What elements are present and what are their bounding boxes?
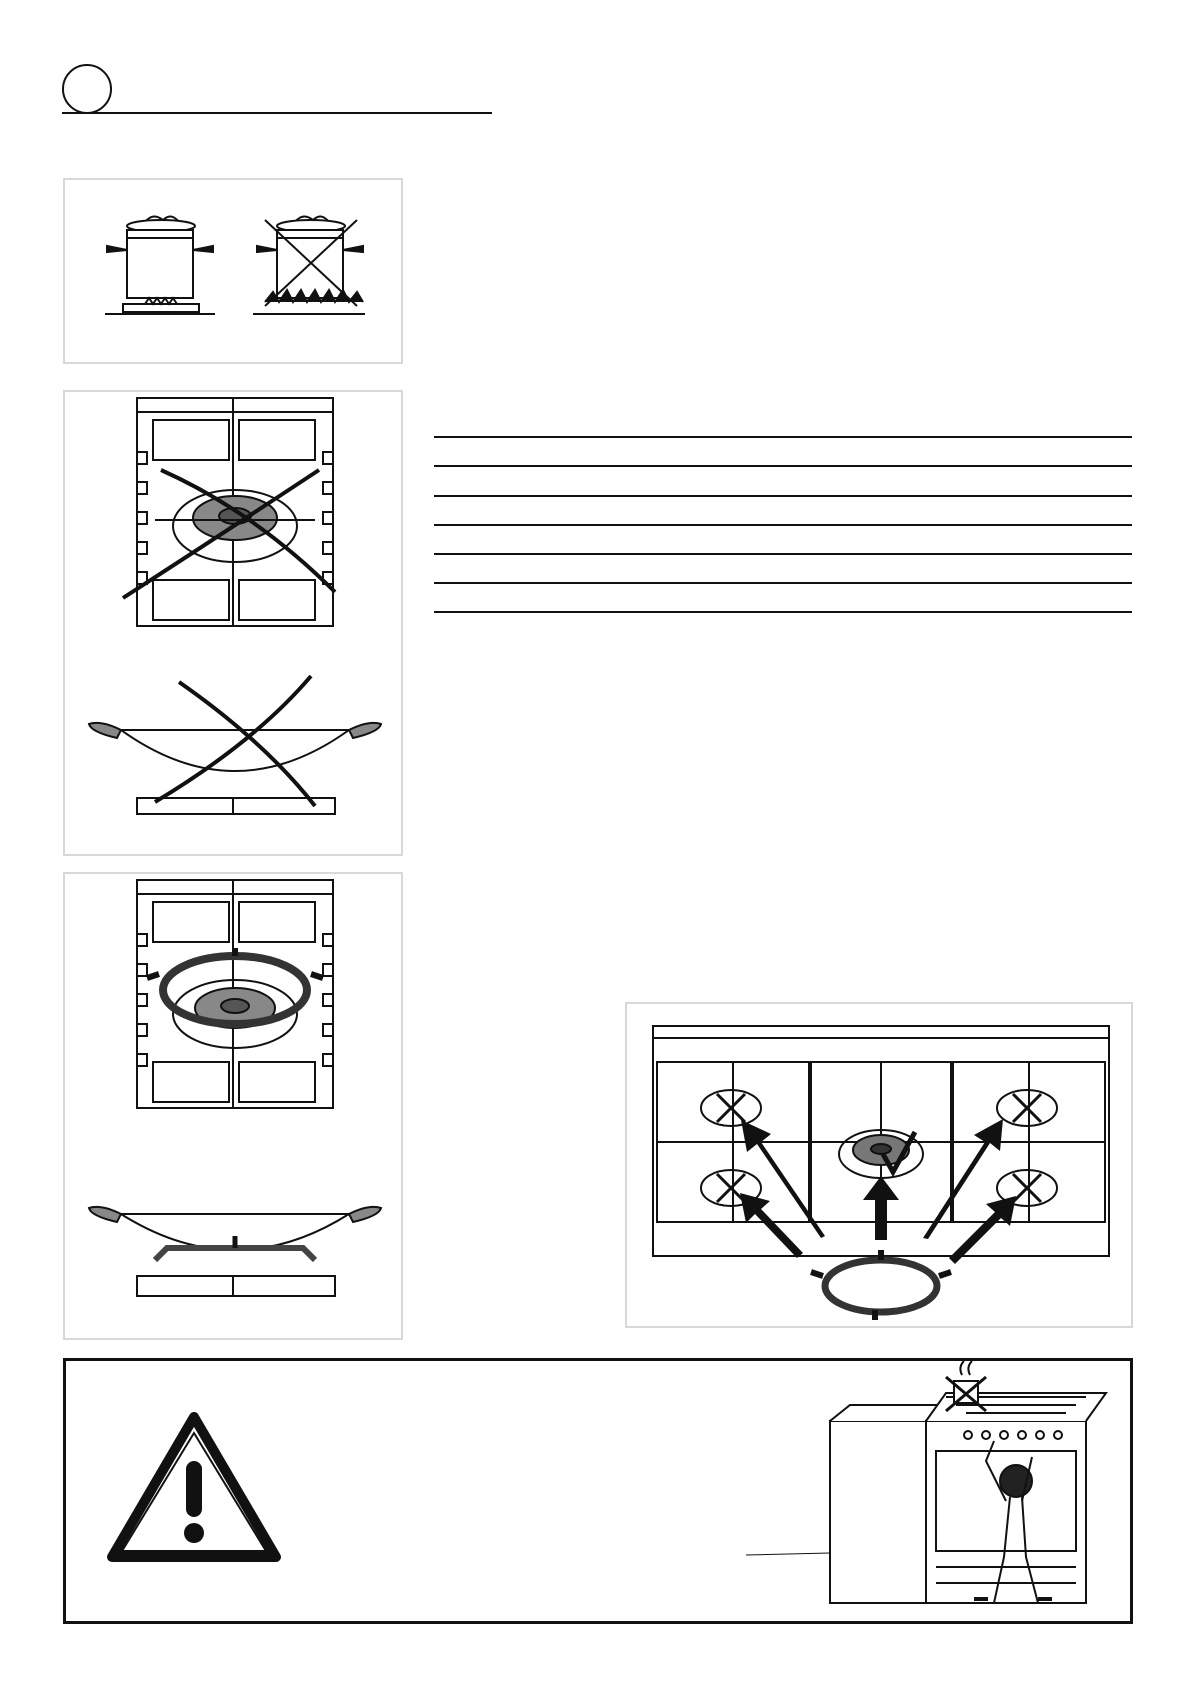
panel-wok-without-ring (63, 390, 403, 856)
panel-pot-flame (63, 178, 403, 364)
instruction-line-2 (434, 465, 1132, 467)
instruction-line-7 (434, 611, 1132, 613)
range-burner-placement-icon (653, 1026, 1109, 1264)
wok-on-ring-icon (89, 1207, 381, 1296)
panel-wok-with-ring (63, 872, 403, 1340)
instruction-line-1 (434, 436, 1132, 438)
header-rule (62, 112, 492, 114)
child-reaching-hob-icon (830, 1361, 1106, 1603)
instruction-line-4 (434, 524, 1132, 526)
section-badge (62, 64, 112, 114)
instruction-line-3 (434, 495, 1132, 497)
instruction-line-5 (434, 553, 1132, 555)
incorrect-pot-icon (253, 216, 365, 314)
hob-wok-ring-icon (137, 880, 333, 1108)
hob-wok-crossed-icon (123, 398, 335, 626)
instruction-line-6 (434, 582, 1132, 584)
wok-ring-icon (811, 1250, 951, 1320)
correct-pot-icon (105, 216, 215, 314)
wok-crossed-icon (89, 676, 381, 814)
panel-ring-placement (625, 1002, 1133, 1328)
warning-box (63, 1358, 1133, 1624)
warning-triangle-icon (112, 1417, 276, 1557)
